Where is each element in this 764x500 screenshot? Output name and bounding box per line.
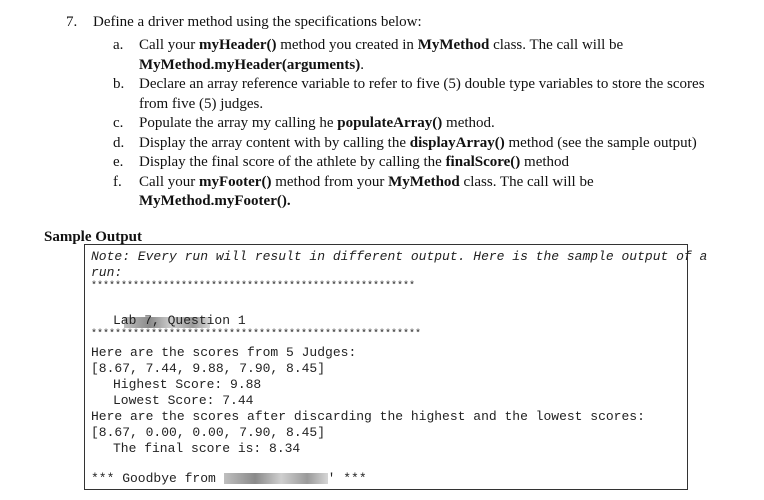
after-discard-header: Here are the scores after discarding the highest and the lowest scores: [91,409,645,424]
note-line-2: run: [91,265,123,280]
spec-item-fragment: Populate the array my calling he [139,115,338,131]
spec-item-letter: c. [113,115,124,131]
spec-item-code: myFooter() [199,173,272,190]
stars-top: ****************************************************** [91,281,416,292]
spec-item-code: MyMethod [388,173,460,190]
spec-item-text [139,153,733,173]
scores-array: [8.67, 7.44, 9.88, 7.90, 8.45] [91,361,326,376]
lab-line: Lab 7, Question 1 [113,313,246,328]
goodbye-line [91,471,367,486]
spec-item-text [139,114,733,134]
goodbye-suffix: ' *** [327,471,367,486]
spec-item-code: populateArray() [337,115,443,131]
lowest-score: Lowest Score: 7.44 [113,393,254,408]
spec-item [113,75,733,114]
question-stem: Define a driver method using the specifications below: [93,14,422,30]
spec-item-fragment: Declare an array reference variable to refer to five (5) double type variables to store the scores [139,76,705,92]
spec-item-fragment: Display the final score of the athlete by calling the [139,154,446,170]
spec-item-code: myHeader() [199,37,277,53]
spec-item-fragment: class. The call will be [489,37,624,53]
spec-item [113,114,733,134]
stars-bottom: ******************************************************* [91,329,422,340]
spec-item-text [139,36,733,75]
spec-item-code: MyMethod [417,37,490,53]
sample-output-title: Sample Output [44,229,142,245]
spec-item-letter: b. [113,76,125,92]
spec-item [113,153,733,173]
spec-item-fragment: method [520,154,570,170]
spec-item-fragment: Call your [139,37,199,53]
spec-item-fragment: class. The call will be [459,173,594,190]
highest-score: Highest Score: 9.88 [113,377,262,392]
after-discard-scores: [8.67, 0.00, 0.00, 7.90, 8.45] [91,425,326,440]
spec-item-fragment: from five (5) judges. [139,95,264,112]
spec-item [113,134,733,154]
spec-item [113,36,733,75]
scores-header: Here are the scores from 5 Judges: [91,345,357,360]
final-score: The final score is: 8.34 [113,441,301,456]
spec-item-fragment: Call your [139,173,199,190]
spec-item-letter: e. [113,154,124,170]
spec-item-fragment: . [360,56,364,73]
goodbye-prefix: *** Goodbye from [91,471,216,486]
spec-item-text [139,134,733,154]
spec-item-code: finalScore() [445,154,521,170]
spec-item-text [139,173,733,212]
spec-item-code: displayArray() [409,134,505,151]
spec-item [113,173,733,212]
spec-item-fragment: method you created in [276,37,418,53]
spec-item-letter: f. [113,173,122,190]
redacted-name-footer [224,473,328,484]
spec-item-fragment: method. [442,115,495,131]
spec-item-fragment: Display the array content with by calling the [139,134,410,151]
spec-item-letter: a. [113,37,124,53]
specification-list [113,36,733,212]
spec-item-letter: d. [113,134,125,151]
spec-item-text [139,75,733,114]
question-number: 7. [66,14,78,30]
spec-item-fragment: method (see the sample output) [504,134,697,151]
sample-output-box [84,244,708,490]
note-line-1: Note: Every run will result in different output. Here is the sample output of a [91,249,708,264]
spec-item-code: MyMethod.myFooter(). [139,193,291,209]
spec-item-fragment: method from your [271,173,389,190]
spec-item-code: MyMethod.myHeader(arguments) [139,56,361,73]
